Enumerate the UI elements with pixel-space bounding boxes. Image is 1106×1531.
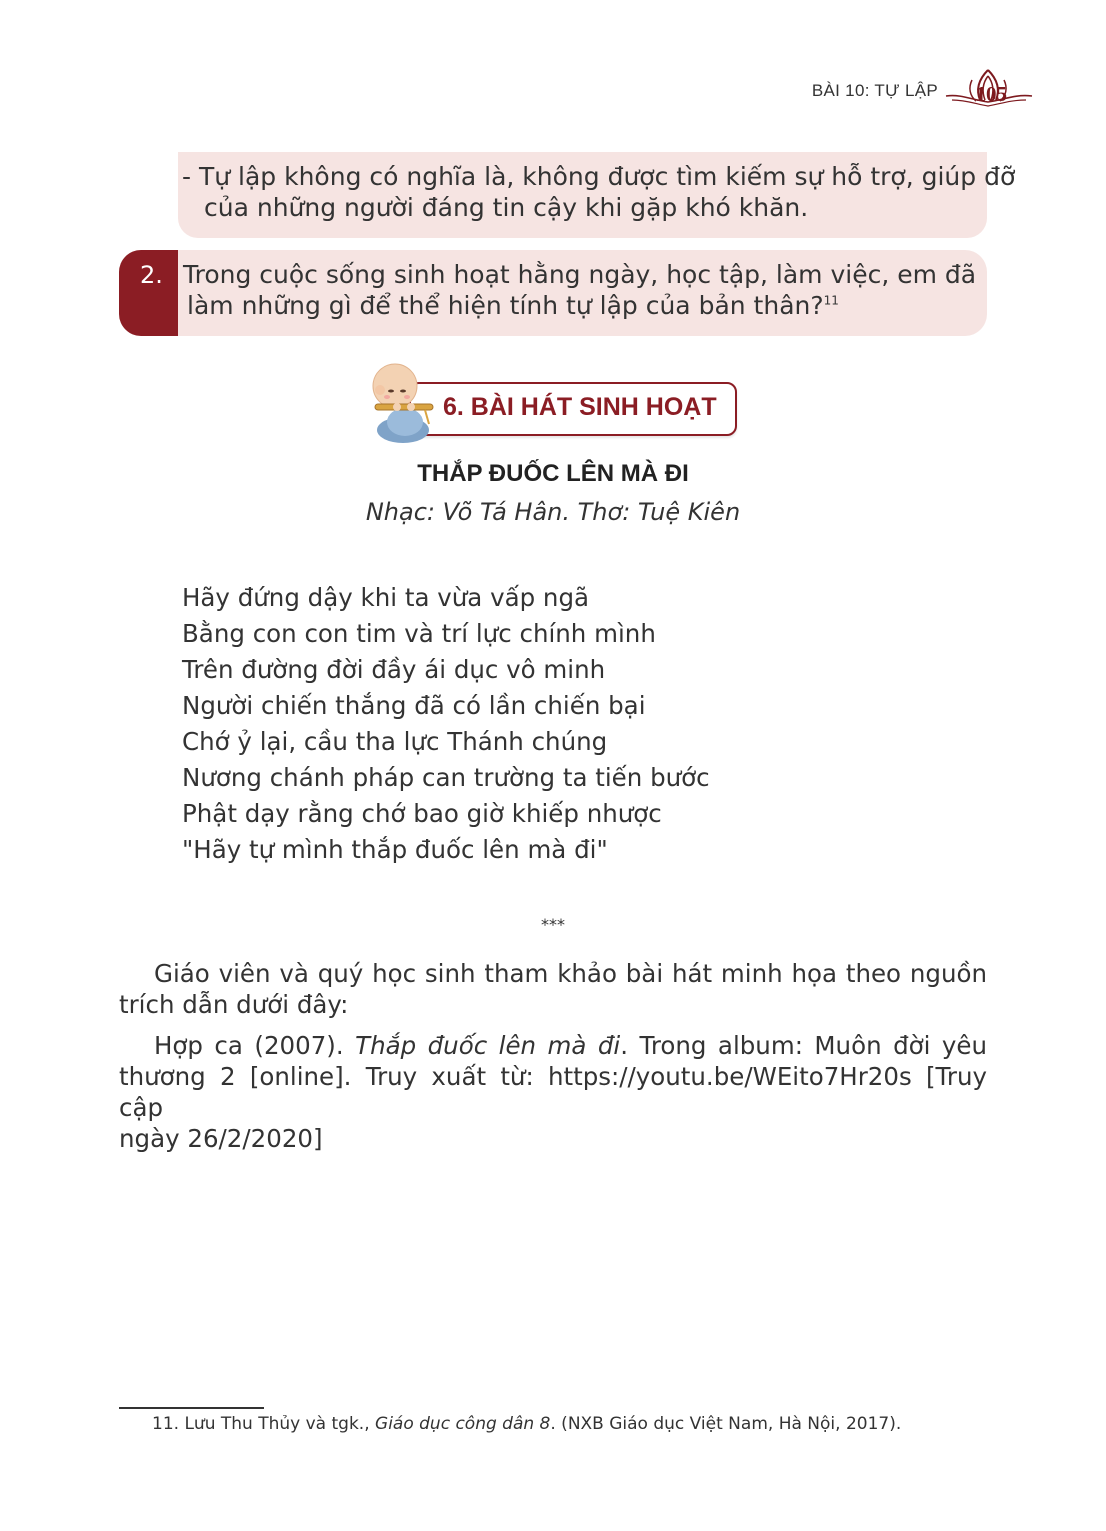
question-line-2: làm những gì để thể hiện tính tự lập của bản thân? bbox=[187, 291, 824, 320]
note-line-2: của những người đáng tin cậy khi gặp khó khăn. bbox=[204, 193, 809, 222]
monk-flute-icon bbox=[367, 360, 447, 445]
lyric-line: "Hãy tự mình thắp đuốc lên mà đi" bbox=[182, 835, 608, 864]
reference-intro-line-1: Giáo viên và quý học sinh tham khảo bài hát minh họa theo nguồn bbox=[154, 959, 987, 988]
question-number: 2. bbox=[140, 261, 163, 289]
lyric-line: Hãy đứng dậy khi ta vừa vấp ngã bbox=[182, 583, 590, 612]
reference-intro-line-2: trích dẫn dưới đây: bbox=[119, 990, 349, 1019]
page-header bbox=[774, 66, 1034, 110]
lyric-line: Bằng con con tim và trí lực chính mình bbox=[182, 619, 656, 648]
footnote-number: 11. bbox=[152, 1414, 180, 1434]
lyric-line: Phật dạy rằng chớ bao giờ khiếp nhược bbox=[182, 799, 662, 828]
page-number: 105 bbox=[975, 82, 1007, 106]
note-line-1: - Tự lập không có nghĩa là, không được tìm kiếm sự hỗ trợ, giúp đỡ bbox=[182, 162, 1016, 191]
citation-line-1 bbox=[119, 1030, 987, 1061]
question-number-tab bbox=[119, 250, 178, 336]
section-pill bbox=[409, 382, 737, 436]
citation-prefix: Hợp ca (2007). bbox=[154, 1031, 356, 1060]
footnote-authors: Lưu Thu Thủy và tgk., bbox=[179, 1414, 376, 1434]
lesson-title: BÀI 10: TỰ LẬP bbox=[811, 81, 938, 100]
song-title: THẮP ĐUỐC LÊN MÀ ĐI bbox=[417, 460, 689, 487]
lyric-line: Trên đường đời đầy ái dục vô minh bbox=[182, 655, 606, 684]
section-separator: *** bbox=[541, 915, 565, 934]
citation-line-2: thương 2 [online]. Truy xuất từ: https://youtu.be/WEito7Hr20s [Truy cập bbox=[119, 1062, 987, 1122]
citation-suffix: . Trong album: Muôn đời yêu bbox=[620, 1031, 987, 1060]
footnote bbox=[152, 1414, 901, 1434]
citation bbox=[119, 1030, 987, 1154]
footnote-rule bbox=[119, 1407, 264, 1409]
note-box bbox=[178, 152, 1016, 238]
lyric-line: Chớ ỷ lại, cầu tha lực Thánh chúng bbox=[182, 727, 608, 756]
question-box bbox=[119, 250, 987, 336]
citation-line-3: ngày 26/2/2020] bbox=[119, 1124, 323, 1153]
section-badge bbox=[367, 360, 737, 445]
footnote-book-title: Giáo dục công dân 8 bbox=[375, 1414, 551, 1434]
question-line-2-wrap bbox=[187, 291, 839, 320]
section-title: 6. BÀI HÁT SINH HOẠT bbox=[443, 393, 717, 421]
lyric-line: Nương chánh pháp can trường ta tiến bước bbox=[182, 763, 710, 792]
footnote-publisher: . (NXB Giáo dục Việt Nam, Hà Nội, 2017). bbox=[550, 1414, 902, 1434]
lyrics bbox=[182, 580, 710, 868]
song-credit: Nhạc: Võ Tá Hân. Thơ: Tuệ Kiên bbox=[365, 498, 741, 526]
citation-work-title: Thắp đuốc lên mà đi bbox=[355, 1031, 621, 1060]
question-line-1: Trong cuộc sống sinh hoạt hằng ngày, học tập, làm việc, em đã bbox=[183, 260, 977, 289]
reference-intro bbox=[119, 958, 987, 1020]
lyric-line: Người chiến thắng đã có lần chiến bại bbox=[182, 691, 646, 720]
footnote-ref: 11 bbox=[823, 293, 839, 308]
